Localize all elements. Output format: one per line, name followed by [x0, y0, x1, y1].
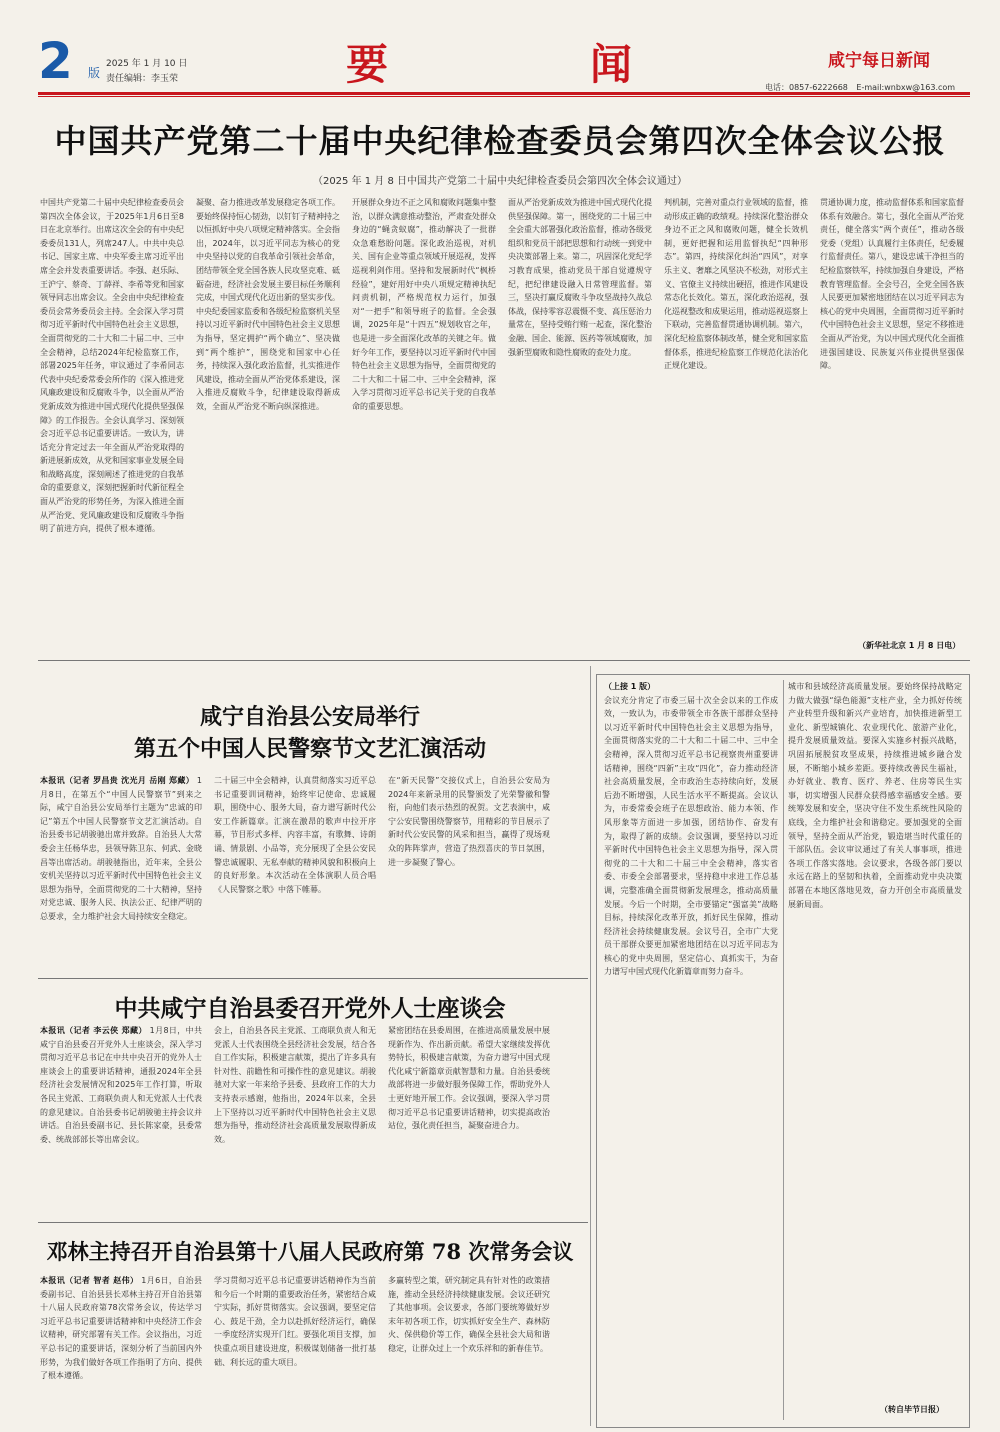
- email: E-mail:wnbxw@163.com: [856, 83, 956, 92]
- art4-column-2: 学习贯彻习近平总书记重要讲话精神作为当前和今后一个时期的重要政治任务，紧密结合咸宁实际，抓好贯彻落实。会议强调，要坚定信心、鼓足干劲，全力以赴抓好经济运行，确保一季度经济实现开门红。要强化项目支撑，加快重点项目建设进度，积极谋划储备一批打基础、利长远的重大项目。: [214, 1276, 376, 1367]
- lead-column-5: 判机制，完善对重点行业领域的监督，推动形成正确的政绩观。持续深化整治群众身边不正之风和腐败问题，健全长效机制，更好把握和运用监督执纪“四种形态”。第四，持续深化纠治“四风”，对享乐主义、奢靡之风坚决不松劲，对形式主义、官僚主义持续出硬招，推进作风建设常态化长效化。第五，深化政治巡视，强化巡视整改和成果运用，推动巡视巡察上下联动，完善监督贯通协调机制。第六，深化纪检监察体制改革，健全党和国家监督体系，推进纪检监察工作规范化法治化正规化建设。: [664, 198, 808, 371]
- art3-bottom-rule: [38, 1222, 588, 1223]
- art4-column-1: [40, 1274, 202, 1424]
- art4-title: 邓林主持召开自治县第十八届人民政府第 78 次常务会议: [46, 1239, 574, 1264]
- art4-column-3: 多赢转型之策，研究制定具有针对性的政策措施，推动全县经济持续健康发展。会议还研究了其他事项。会议要求，各部门要统筹做好岁末年初各项工作，切实抓好安全生产、森林防火、保供稳价等工作，确保全县社会大局和谐稳定，让群众过上一个欢乐祥和的新春佳节。: [388, 1276, 550, 1353]
- art2-byline: 本报讯（记者 罗昌贵 沈光月 岳刚 郑藏）: [40, 776, 195, 785]
- right-column-divider: [590, 666, 591, 1426]
- section-title-char-1: 要: [346, 40, 391, 89]
- art5-tag: （上接 1 版）: [604, 682, 656, 691]
- phone: 电话：0857-6222668: [765, 83, 848, 92]
- art3-column-3: 紧密团结在县委周围，在推进高质量发展中展现新作为、作出新贡献。希望大家继续发挥优势特长，积极建言献策，为奋力谱写中国式现代化咸宁新篇章贡献智慧和力量。自治县委统战部将进一步做好服务保障工作，帮助党外人士更好地开展工作。会议强调，要深入学习贯彻习近平总书记重要讲话精神，切实提高政治站位，强化责任担当，凝聚奋进合力。: [388, 1026, 550, 1131]
- paper-logo: 咸宁每日新闻: [828, 51, 930, 71]
- art3-column-1: [40, 1024, 202, 1214]
- art2-column-3: 在“新天民警”交接仪式上，自治县公安局为2024年来新录用的民警颁发了光荣警徽和警衔，向他们表示热烈的祝贺。文艺表演中，咸宁公安民警围绕警察节，用精彩的节目展示了新时代公安民警的风采和担当，赢得了现场观众的阵阵掌声，营造了热烈喜庆的节日氛围，进一步凝聚了警心。: [388, 776, 550, 867]
- art2-column-2: 二十届三中全会精神，认真贯彻落实习近平总书记重要训词精神，始终牢记使命、忠诚履职，围绕中心、服务大局，奋力谱写新时代公安工作新篇章。汇演在激昂的歌声中拉开序幕，节目形式多样、内容丰富，有歌舞、诗朗诵、情景剧、小品等，充分展现了全县公安民警忠诚履职、无私奉献的精神风貌和积极向上的良好形象。本次活动在全体演职人员合唱《人民警察之歌》中落下帷幕。: [214, 776, 376, 894]
- lead-column-6: 贯通协调力度，推动监督体系和国家监督体系有效融合。第七，强化全面从严治党责任，健全落实“两个责任”，推动各级党委（党组）认真履行主体责任，纪委履行监督责任。第八，建设忠诚干净担当的纪检监察铁军，持续加强自身建设，严格教育管理监督。全会号召，全党全国各族人民要更加紧密地团结在以习近平同志为核心的党中央周围，全面贯彻习近平新时代中国特色社会主义思想，坚定不移推进全面从严治党，为以中国式现代化全面推进强国建设、民族复兴伟业提供坚强保障。: [820, 198, 964, 371]
- lead-column-3: 开展群众身边不正之风和腐败问题集中整治，以群众满意推动整治，严肃查处群众身边的“蝇贪蚁腐”，推动解决了一批群众急难愁盼问题。深化政治巡视，对机关、国有企业等重点领域开展巡视，发挥巡视利剑作用。坚持和发展新时代“枫桥经验”，建好用好中央八项规定精神执纪问责机制，严格规范权力运行，加强对“一把手”和领导班子的监督。全会强调，2025年是“十四五”规划收官之年，也是进一步全面深化改革的关键之年。做好今年工作，要坚持以习近平新时代中国特色社会主义思想为指导，全面贯彻党的二十大和二十届二中、三中全会精神，深入学习贯彻习近平总书记关于党的自我革命的重要思想。: [352, 198, 496, 411]
- masthead-rule: [38, 92, 970, 95]
- art3-column-2: 会上，自治县各民主党派、工商联负责人和无党派人士代表围绕全县经济社会发展，结合各自工作实际，积极建言献策，提出了许多具有针对性、前瞻性和可操作性的意见建议。胡骏驰对大家一年来给予县委、县政府工作的大力支持表示感谢，他指出，2024年以来，全县上下坚持以习近平新时代中国特色社会主义思想为指导，推动经济社会高质量发展取得新成效。: [214, 1026, 376, 1144]
- art2-bottom-rule: [38, 978, 588, 979]
- issue-date: 2025 年 1 月 10 日: [106, 59, 188, 69]
- art5-column-divider: [783, 680, 784, 1420]
- lead-subheadline: （2025 年 1 月 8 日中国共产党第二十届中央纪律检查委员会第四次全体会议通过）: [312, 176, 688, 187]
- art2-title-line-1: 咸宁自治县公安局举行: [199, 704, 420, 730]
- art3-text-1: 1月8日，中共咸宁自治县委召开党外人士座谈会，深入学习贯彻习近平总书记在中共中央召开的党外人士座谈会上的重要讲话精神，通报2024年全县经济社会发展情况和2025年工作打算，听取各民主党派、工商联负责人和无党派人士代表的意见建议。自治县委书记胡骏驰主持会议并讲话。自治县委副书记、县长陈家豪，县委常委、统战部部长等出席会议。: [40, 1026, 202, 1144]
- art5-column-2: 城市和县域经济高质量发展。要始终保持战略定力做大做强“绿色能源”支柱产业，全力抓好传统产业转型升级和新兴产业培育，加快推进新型工业化、新型城镇化、农业现代化、旅游产业化，提升发展质量效益。要深入实施乡村振兴战略，巩固拓展脱贫攻坚成果，持续推进城乡融合发展，不断缩小城乡差距。要持续改善民生福祉，办好就业、教育、医疗、养老、住房等民生实事，切实增强人民群众获得感幸福感安全感。要统筹发展和安全，坚决守住不发生系统性风险的底线，全力维护社会和谐稳定。要加强党的全面领导，坚持全面从严治党，锻造堪当时代重任的干部队伍。会议审议通过了有关人事事项，推进各项工作落实落地。会议要求，各级各部门要以永远在路上的坚韧和执着，全面推动党中央决策部署在本地区落地见效，奋力开创全市高质量发展新局面。: [788, 682, 962, 909]
- masthead-rule-thin: [38, 96, 970, 97]
- masthead: [0, 0, 1000, 98]
- lead-bottom-rule: [38, 660, 970, 661]
- lead-column-2: 凝聚、奋力推进改革发展稳定各项工作。要始终保持恒心韧劲，以钉钉子精神持之以恒抓好中央八项规定精神落实。全会指出，2024年，以习近平同志为核心的党中央坚持以党的自我革命引领社会革命，团结带领全党全国各族人民攻坚克难、砥砺奋进，经济社会发展主要目标任务顺利完成，中国式现代化迈出新的坚实步伐。中央纪委国家监委和各级纪检监察机关坚持以习近平新时代中国特色社会主义思想为指导，坚定拥护“两个确立”、坚决做到“两个维护”，围绕党和国家中心任务，持续深入强化政治监督，扎实推进作风建设，推动全面从严治党体系建设，深入推进反腐败斗争，纪律建设取得新成效，全面从严治党不断向纵深推进。: [196, 198, 340, 411]
- page-number: 2: [38, 32, 73, 90]
- art3-title: 中共咸宁自治县委召开党外人士座谈会: [114, 995, 506, 1022]
- art2-text-1: 1月8日，在第五个“中国人民警察节”到来之际，咸宁自治县公安局举行主题为“忠诚的印记”第五个中国人民警察节文艺汇演活动。自治县委书记胡骏驰出席并致辞。自治县人大常委会主任杨华忠，县领导陈卫东、何武、金晓昌等出席活动。胡骏驰指出，近年来，全县公安机关坚持以习近平新时代中国特色社会主义思想为指导，全面贯彻党的二十大精神，坚持对党忠诚、服务人民、执法公正、纪律严明的总要求，全力维护社会大局持续安全稳定。: [40, 776, 202, 921]
- lead-headline: 中国共产党第二十届中央纪律检查委员会第四次全体会议公报: [54, 122, 946, 160]
- art5-column-1: [604, 680, 778, 1420]
- art4-byline: 本报讯（记者 智者 赵伟）: [40, 1276, 139, 1285]
- art2-title-line-2: 第五个中国人民警察节文艺汇演活动: [133, 736, 486, 762]
- lead-column-1: 中国共产党第二十届中央纪律检查委员会第四次全体会议，于2025年1月6日至8日在北京举行。出席这次全会的有中央纪委委员131人，列席247人。中共中央总书记、国家主席、中央军委主席习近平出席全会并发表重要讲话。李强、赵乐际、王沪宁、蔡奇、丁薛祥、李希等党和国家领导同志出席会议。全会由中央纪律检查委员会常务委员会主持。全会深入学习贯彻习近平新时代中国特色社会主义思想，全面贯彻党的二十大和二十届二中、三中全会精神，总结2024年纪检监察工作，部署2025年任务，审议通过了李希同志代表中央纪委常委会所作的《深入推进党风廉政建设和反腐败斗争，以全面从严治党新成效为推进中国式现代化提供坚强保障》的工作报告。全会认真学习、深刻领会习近平总书记重要讲话。一致认为，讲话充分肯定过去一年全面从严治党取得的新进展新成效，从党和国家事业发展全局和战略高度，深刻阐述了推进党的自我革命的重要意义，深刻把握新时代新征程全面从严治党的形势任务，为深入推进全面从严治党、党风廉政建设和反腐败斗争指明了前进方向，提供了根本遵循。: [40, 198, 184, 534]
- section-title-char-2: 闻: [590, 40, 635, 89]
- art4-text-1: 1月6日，自治县委副书记、自治县县长邓林主持召开自治县第十八届人民政府第78次常务会议，传达学习习近平总书记重要讲话精神和中央经济工作会议精神，研究部署有关工作。会议指出，习近平总书记的重要讲话，深刻分析了当前国内外形势，为我们做好各项工作指明了方向、提供了根本遵循。: [40, 1276, 202, 1381]
- lead-signature: （新华社北京 1 月 8 日电）: [858, 641, 961, 650]
- page-suffix: 版: [88, 66, 101, 80]
- art5-text-1: 会议充分肯定了市委三届十次全会以来的工作成效，一致认为，市委带领全市各族干部群众坚持以习近平新时代中国特色社会主义思想为指导，全面贯彻落实党的二十大和二十届二中、三中全会精神，深入贯彻习近平总书记视察贵州重要讲话精神，围绕“四新”主攻“四化”，奋力推动经济社会高质量发展，全市政治生态持续向好，发展后劲不断增强，人民生活水平不断提高。会议认为，市委常委会班子在思想政治、能力本领、作风形象等方面进一步加强，团结协作、奋发有为，取得了新的成绩。会议强调，要坚持以习近平新时代中国特色社会主义思想为指导，深入贯彻党的二十大和二十届三中全会精神，落实省委、市委全会部署要求，坚持稳中求进工作总基调，完整准确全面贯彻新发展理念，推动高质量发展。今后一个时期，全市要锚定“强富美”战略目标，持续深化改革开放，抓好民生保障，推动经济社会持续健康发展。会议号召，全市广大党员干部群众要更加紧密地团结在以习近平同志为核心的党中央周围，坚定信心、真抓实干，为奋力谱写中国式现代化新篇章而努力奋斗。: [604, 695, 778, 977]
- art3-byline: 本报讯（记者 李云侠 郑藏）: [40, 1026, 147, 1035]
- art2-column-1: [40, 774, 202, 970]
- editor-line: 责任编辑：李玉荣: [106, 74, 179, 84]
- lead-column-4: 面从严治党新成效为推进中国式现代化提供坚强保障。第一，围绕党的二十届三中全会重大部署强化政治监督，推动各级党组织和党员干部把思想和行动统一到党中央决策部署上来。第二，巩固深化党纪学习教育成果，推动党员干部自觉遵规守纪，把纪律建设融入日常管理监督。第三，坚决打赢反腐败斗争攻坚战持久战总体战，保持零容忍震慑不变、高压惩治力量常在，坚持受贿行贿一起查，深化整治金融、国企、能源、医药等领域腐败，加强新型腐败和隐性腐败的查处力度。: [508, 198, 652, 357]
- art5-signature: （转自毕节日报）: [880, 1405, 944, 1414]
